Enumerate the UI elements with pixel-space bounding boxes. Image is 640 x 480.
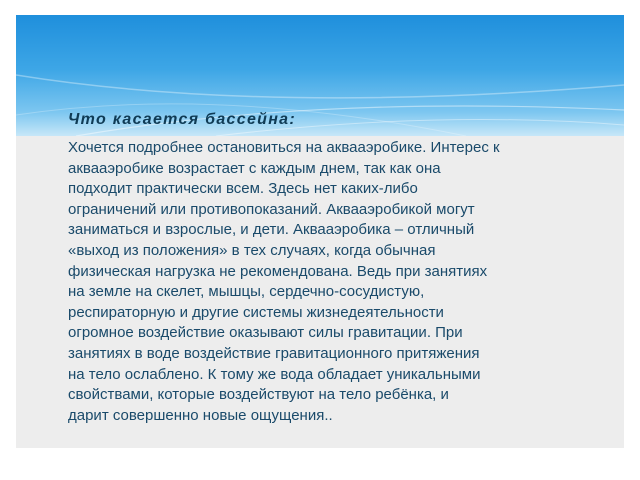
slide-heading: Что касается бассейна: — [68, 111, 297, 128]
paragraph-line: дарит совершенно новые ощущения.. — [68, 406, 333, 424]
paragraph-line: подходит практически всем. Здесь нет каких-либо — [68, 180, 418, 198]
paragraph-line: физическая нагрузка не рекомендована. Ведь при занятиях — [68, 262, 488, 280]
paragraph-line: огромное воздействие оказывают силы гравитации. При — [68, 324, 463, 342]
paragraph-line: свойствами, которые воздействуют на тело ребёнка, и — [68, 386, 449, 404]
paragraph-line: Хочется подробнее остановиться на аквааэробике. Интерес к — [68, 139, 500, 156]
paragraph-line: респираторную и другие системы жизнедеятельности — [68, 303, 444, 321]
paragraph-line: занятиях в воде воздействие гравитационного притяжения — [68, 344, 480, 362]
paragraph-line: заниматься и взрослые, и дети. Аквааэробика – отличный — [68, 221, 475, 239]
paragraph-line: ограничений или противопоказаний. Аквааэробикой могут — [68, 200, 475, 218]
slide-body-paragraph — [68, 138, 608, 426]
paragraph-line: на тело ослаблено. К тому же вода обладает уникальными — [68, 365, 481, 383]
paragraph-line: на земле на скелет, мышцы, сердечно-сосудистую, — [68, 283, 425, 301]
paragraph-line: аквааэробике возрастает с каждым днем, так как она — [68, 159, 441, 177]
paragraph-line: «выход из положения» в тех случаях, когда обычная — [68, 241, 436, 259]
